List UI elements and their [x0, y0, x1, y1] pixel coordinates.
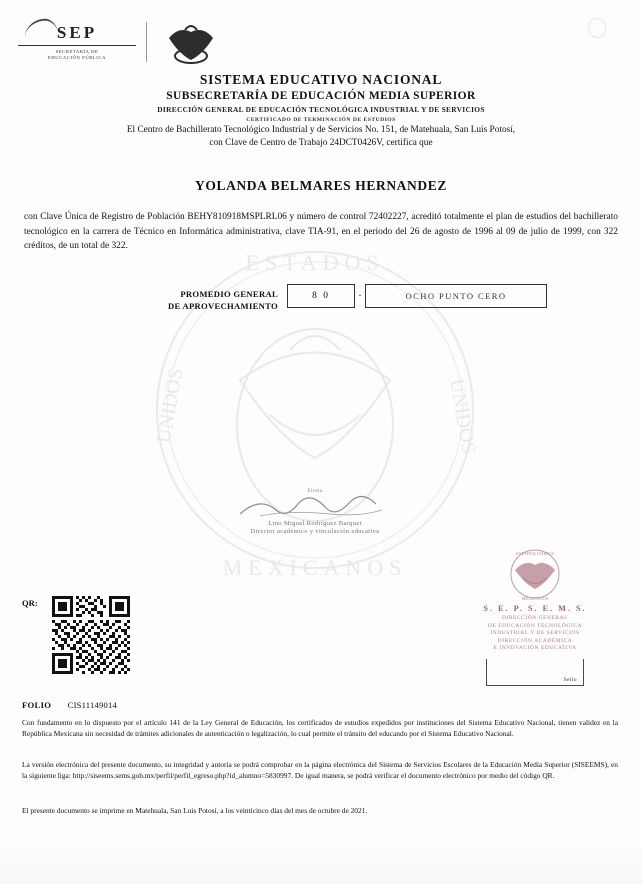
average-separator: . [358, 288, 362, 299]
average-words-box: OCHO PUNTO CERO [365, 284, 547, 308]
qr-code[interactable] [52, 596, 130, 674]
folio-value: CIS11149014 [67, 700, 117, 710]
sep-acronym: SEP [56, 23, 98, 42]
seal-line-4: DIRECCIÓN ACADÉMICA [497, 637, 573, 644]
svg-text:UNIDOS: UNIDOS [445, 377, 480, 456]
svg-text:MEXICANOS: MEXICANOS [222, 555, 408, 580]
title-line-1: SISTEMA EDUCATIVO NACIONAL [199, 72, 443, 87]
title-line-3: DIRECCIÓN GENERAL DE EDUCACIÓN TECNOLÓGICA INDUSTRIAL Y DE SERVICIOS [157, 105, 485, 114]
average-label-line-2: DE APROVECHAMIENTO [167, 301, 278, 311]
legal-paragraph-3: El presente documento se imprime en Matehuala, San Luis Potosí, a los veinticinco días del mes de octubre de 2021. [22, 806, 368, 815]
seal-line-1: DIRECCIÓN GENERAL [501, 615, 569, 621]
legal-paragraph-2: La versión electrónica del presente documento, su integridad y autoría se podrá comprobar en la página electrónica del Sistema de Servicios Escolares de la Educación Media Superior (SISEEMS), en la siguiente liga: http://siseems.sems.gob.mx/perfil/perfil_egreso.php?id_alumno=5830997. De igual manera, se podrá verificar el documento electrónico por medio del código QR. [22, 760, 618, 780]
average-label-line-1: PROMEDIO GENERAL [180, 289, 278, 299]
sep-subtitle-line1: SECRETARÍA DE [55, 49, 99, 54]
coat-of-arms-icon [161, 18, 221, 66]
title-line-2: SUBSECRETARÍA DE EDUCACIÓN MEDIA SUPERIOR [166, 90, 476, 102]
svg-text:ESTADOS UNIDOS: ESTADOS UNIDOS [515, 551, 555, 556]
intro-line-1: El Centro de Bachillerato Tecnológico Industrial y de Servicios No. 151, de Matehuala, San Luis Potosí, [126, 125, 516, 135]
sep-subtitle-line2: EDUCACIÓN PÚBLICA [47, 55, 107, 60]
seal-title: S. E. P. S. E. M. S. [483, 604, 587, 613]
average-label [150, 284, 278, 312]
signature-scribble [200, 494, 430, 520]
title-block [0, 72, 642, 123]
sep-rule [18, 45, 136, 46]
average-section [150, 284, 550, 312]
official-seal [455, 548, 615, 686]
folio-label: FOLIO [22, 700, 52, 710]
student-name: YOLANDA BELMARES HERNANDEZ [195, 178, 447, 193]
seal-body [455, 615, 615, 653]
seal-line-5: E INNOVACIÓN EDUCATIVA [493, 645, 577, 652]
signatory-name: Lino Miguel Rodríguez Barquet [268, 520, 362, 527]
qr-label: QR: [22, 598, 38, 608]
svg-text:MEXICANOS: MEXICANOS [521, 596, 549, 601]
sep-logo [18, 17, 136, 67]
seal-frame [486, 659, 584, 686]
svg-text:UNIDOS: UNIDOS [152, 366, 188, 445]
signature-block [200, 488, 430, 535]
seal-line-2: DE EDUCACIÓN TECNOLÓGICA [487, 622, 583, 629]
signature-caption: Firma [307, 488, 323, 494]
intro-line-2: con Clave de Centro de Trabajo 24DCT0426V, certifica que [209, 138, 433, 148]
folio-line [22, 700, 117, 710]
seal-coat-of-arms-icon [503, 548, 567, 602]
page-bottom-fade [0, 844, 642, 884]
document-header [18, 14, 348, 70]
legal-paragraph-1: Con fundamento en lo dispuesto por el artículo 141 de la Ley General de Educación, los certificados de estudios expedidos por instituciones del Sistema Educativo Nacional, tienen validez en la República Mexicana sin necesidad de trámites adicionales de autenticación o legalización, lo cual permite el tránsito del educando por el Sistema Educativo Nacional. [22, 718, 618, 738]
average-number-box: 8 0 [287, 284, 355, 308]
svg-text:ESTADOS: ESTADOS [245, 250, 385, 275]
header-divider [146, 22, 147, 62]
seal-box-label: Sello [563, 676, 577, 683]
certificate-body-text: con Clave Única de Registro de Población BEHY810918MSPLRL06 y número de control 72402227, acreditó totalmente el plan de estudios del bachillerato tecnológico en la carrera de Técnico en Informática administrativa, clave TIA-91, en el periodo del 26 de agosto de 1996 al 09 de julio de 1999, con 322 créditos, de un total de 322. [24, 212, 618, 251]
seal-line-3: INDUSTRIAL Y DE SERVICIOS [490, 630, 580, 637]
intro-paragraph [0, 124, 642, 150]
title-line-4: CERTIFICADO DE TERMINACIÓN DE ESTUDIOS [246, 117, 396, 123]
signatory-title: Director académico y vinculación educativa [250, 528, 380, 535]
corner-mark [588, 18, 606, 38]
